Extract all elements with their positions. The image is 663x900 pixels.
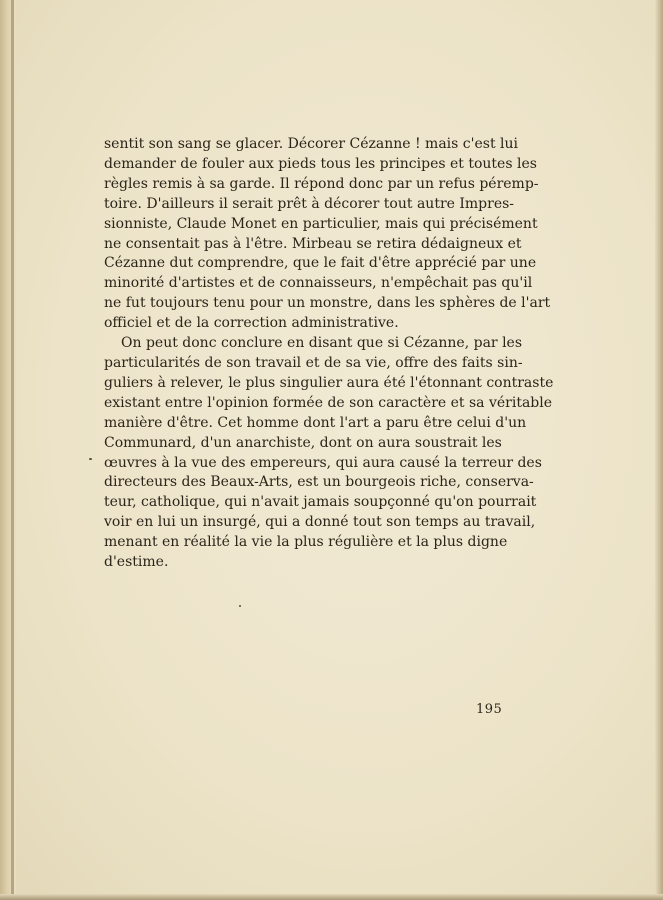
text-line: toire. D'ailleurs il serait prêt à décorer tout autre Impres-: [104, 195, 515, 212]
page-number: 195: [476, 702, 503, 717]
paper-speck: [89, 458, 92, 460]
body-text: [104, 135, 554, 573]
text-line: d'estime.: [104, 554, 169, 571]
text-line: guliers à relever, le plus singulier aura été l'étonnant contraste: [104, 374, 554, 391]
paragraph-1: [104, 135, 551, 334]
text-line: menant en réalité la vie la plus régulière et la plus digne: [104, 534, 508, 551]
text-line: sionniste, Claude Monet en particulier, mais qui précisément: [104, 215, 538, 232]
page-right-edge: [655, 0, 663, 900]
text-line: directeurs des Beaux-Arts, est un bourgeois riche, conserva-: [104, 474, 534, 491]
paper-speck: [239, 605, 241, 607]
text-line: manière d'être. Cet homme dont l'art a paru être celui d'un: [104, 414, 527, 431]
binding-shadow: [11, 0, 14, 900]
text-line: ne consentait pas à l'être. Mirbeau se retira dédaigneux et: [104, 235, 522, 252]
text-line: demander de fouler aux pieds tous les principes et toutes les: [104, 155, 537, 172]
text-line: sentit son sang se glacer. Décorer Cézanne ! mais c'est lui: [104, 136, 518, 152]
paragraph-2: [104, 334, 554, 573]
text-line: règles remis à sa garde. Il répond donc par un refus péremp-: [104, 175, 539, 192]
text-line: existant entre l'opinion formée de son caractère et sa véritable: [104, 394, 553, 411]
text-line: œuvres à la vue des empereurs, qui aura causé la terreur des: [104, 454, 542, 471]
text-line: On peut donc conclure en disant que si Cézanne, par les: [121, 335, 523, 352]
text-line: officiel et de la correction administrative.: [104, 315, 399, 332]
text-line: particularités de son travail et de sa vie, offre des faits sin-: [104, 354, 523, 371]
text-line: ne fut toujours tenu pour un monstre, dans les sphères de l'art: [104, 295, 551, 312]
text-line: minorité d'artistes et de connaisseurs, n'empêchait pas qu'il: [104, 275, 533, 292]
page-bottom-edge: [0, 894, 663, 900]
text-line: Cézanne dut comprendre, que le fait d'être apprécié par une: [104, 255, 537, 272]
text-line: teur, catholique, qui n'avait jamais soupçonné qu'on pourrait: [104, 494, 537, 511]
text-line: Communard, d'un anarchiste, dont on aura soustrait les: [104, 434, 502, 451]
text-line: voir en lui un insurgé, qui a donné tout son temps au travail,: [104, 514, 536, 531]
